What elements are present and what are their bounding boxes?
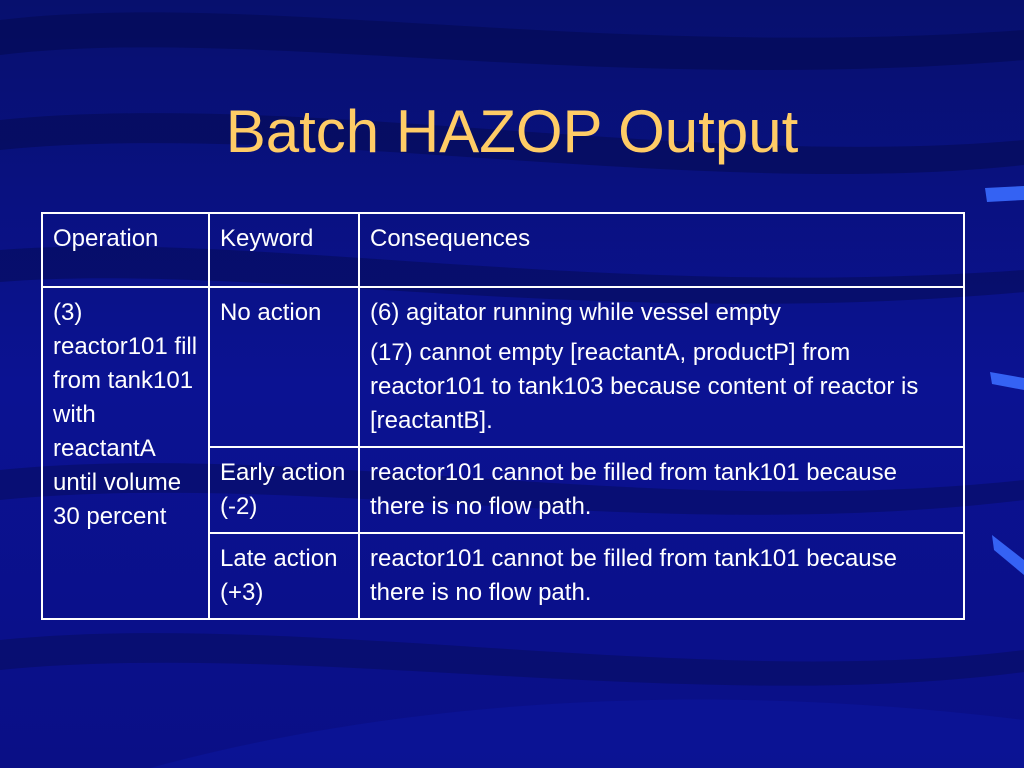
- table-header-row: [42, 213, 964, 287]
- consequence-text: (6) agitator running while vessel empty: [370, 299, 781, 326]
- header-consequences: Consequences: [359, 213, 964, 287]
- hazop-table: [41, 212, 965, 620]
- consequences-cell: [359, 533, 964, 619]
- header-keyword: Keyword: [209, 213, 359, 287]
- consequences-cell: [359, 447, 964, 533]
- table-row: [42, 287, 964, 447]
- keyword-cell: Late action (+3): [209, 533, 359, 619]
- slide-title: Batch HAZOP Output: [225, 98, 799, 165]
- keyword-cell: No action: [209, 287, 359, 447]
- consequences-cell: [359, 287, 964, 447]
- operation-cell: (3) reactor101 fill from tank101 with reactantA until volume 30 percent: [42, 287, 209, 619]
- keyword-cell: Early action (-2): [209, 447, 359, 533]
- consequence-text: reactor101 cannot be filled from tank101 because there is no flow path.: [370, 545, 898, 606]
- consequence-text: reactor101 cannot be filled from tank101 because there is no flow path.: [370, 459, 898, 520]
- consequence-text: (17) cannot empty [reactantA, productP] from reactor101 to tank103 because content of reactor is [reactantB].: [370, 339, 919, 434]
- header-operation: Operation: [42, 213, 209, 287]
